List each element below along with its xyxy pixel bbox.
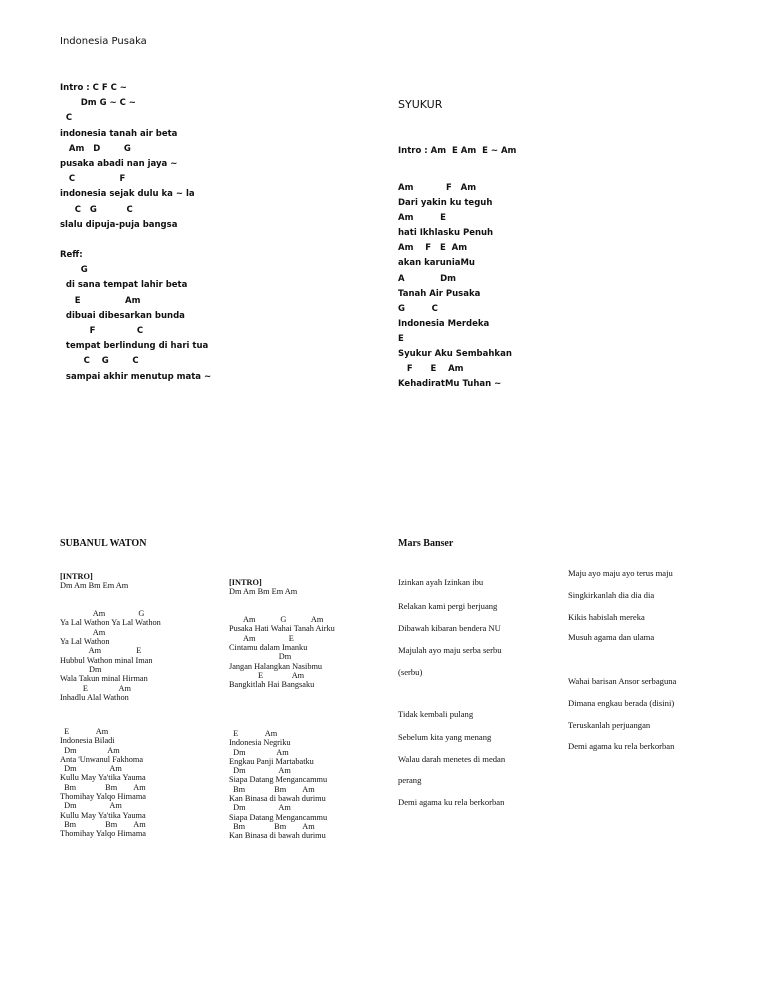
lyric-line: Siapa Datang Mengancammu: [229, 775, 328, 785]
lyric-line: Tidak kembali pulang: [398, 709, 474, 719]
lyric-line: Bm Bm Am: [60, 819, 146, 829]
lyric-line: E: [398, 333, 404, 344]
lyric-line: Bangkitlah Hai Bangsaku: [229, 680, 315, 690]
lyric-line: Dibawah kibaran bendera NU: [398, 623, 501, 633]
song1-title: Indonesia Pusaka: [60, 36, 147, 47]
lyric-line: Am E: [398, 213, 446, 224]
lyric-line: Kullu May Ya'tika Yauma: [60, 773, 146, 783]
song3-col1-top: [60, 572, 161, 702]
lyric-line: Dm Am Bm Em Am: [229, 587, 298, 597]
lyric-line: F E Am: [398, 364, 464, 375]
lyric-line: Dm Am: [60, 764, 122, 774]
lyric-line: Jangan Halangkan Nasibmu: [229, 661, 323, 671]
lyric-line: indonesia sejak dulu ka ~ la: [60, 189, 195, 200]
lyric-line: indonesia tanah air beta: [60, 128, 178, 139]
lyric-line: Bm Bm Am: [229, 821, 315, 831]
lyric-line: E Am: [60, 727, 109, 736]
lyric-line: A Dm: [398, 273, 457, 284]
lyric-line: [229, 606, 335, 615]
song4-title: Mars Banser: [398, 538, 454, 549]
lyric-line: Dm Am: [229, 803, 291, 813]
lyric-line: Am D G: [60, 143, 131, 154]
lyric-line: Reff:: [60, 250, 83, 261]
lyric-line: Dm Am Bm Em Am: [60, 581, 129, 591]
song2-title: SYUKUR: [398, 98, 443, 111]
lyric-line: slalu dipuja-puja bangsa: [60, 219, 178, 230]
lyric-line: Kullu May Ya'tika Yauma: [60, 810, 146, 820]
lyric-line: Teruskanlah perjuangan: [568, 720, 651, 730]
song3-col2-bottom: [229, 729, 327, 841]
lyric-line: Demi agama ku rela berkorban: [398, 797, 505, 807]
lyric-line: Am E: [229, 633, 294, 643]
lyric-line: pusaka abadi nan jaya ~: [60, 158, 178, 169]
lyric-line: F C: [60, 326, 144, 336]
lyric-line: Izinkan ayah Izinkan ibu: [398, 577, 484, 587]
lyric-line: Dm G ~ C ~: [60, 98, 136, 109]
lyric-line: Dm: [60, 664, 102, 674]
lyric-line: Am E: [60, 646, 142, 656]
lyric-line: Indonesia Biladi: [60, 736, 115, 746]
lyric-line: Syukur Aku Sembahkan: [398, 349, 512, 360]
song4-col1: [398, 0, 568, 1006]
lyric-line: Engkau Panji Martabatku: [229, 756, 314, 766]
lyric-line: Sebelum kita yang menang: [398, 732, 492, 742]
lyric-line: akan karuniaMu: [398, 258, 475, 269]
lyric-line: Bm Bm Am: [60, 782, 146, 792]
song4-col2: [568, 0, 758, 1006]
lyric-line: Bm Bm Am: [229, 784, 315, 794]
lyric-line: [60, 600, 161, 609]
lyric-line: Dari yakin ku teguh: [398, 198, 493, 209]
lyric-line: Cintamu dalam Imanku: [229, 643, 308, 653]
lyric-line: (serbu): [398, 667, 423, 677]
lyric-line: Relakan kami pergi berjuang: [398, 601, 498, 611]
lyric-line: G C: [398, 303, 438, 314]
lyric-line: Dm Am: [229, 766, 291, 776]
lyric-line: Dm: [229, 652, 292, 662]
lyric-line: Anta 'Unwanul Fakhoma: [60, 754, 144, 764]
lyric-line: [INTRO]: [60, 572, 93, 581]
lyric-line: Kan Binasa di bawah durimu: [229, 831, 326, 841]
lyric-line: Intro : C F C ~: [60, 83, 127, 93]
lyric-line: Walau darah menetes di medan: [398, 754, 506, 764]
lyric-line: di sana tempat lahir beta: [60, 280, 188, 291]
lyric-line: E Am: [229, 670, 305, 680]
lyric-line: E Am: [60, 683, 131, 693]
lyric-line: Demi agama ku rela berkorban: [568, 741, 675, 751]
lyric-line: Thomihay Yalqo Himama: [60, 829, 146, 839]
lyric-line: Dm Am: [229, 747, 289, 757]
lyric-line: Wala Takun minal Hirman: [60, 674, 148, 684]
lyric-line: Hubbul Wathon minal Iman: [60, 655, 153, 665]
lyric-line: Dm Am: [60, 801, 122, 811]
lyric-line: Dimana engkau berada (disini): [568, 698, 675, 708]
lyric-line: Am G: [60, 609, 145, 619]
lyric-line: Thomihay Yalqo Himama: [60, 792, 146, 802]
lyric-line: [229, 597, 335, 606]
song2-intro: Intro : Am E Am E ~ Am: [398, 146, 517, 156]
lyric-line: E Am: [60, 295, 141, 306]
lyric-line: C G C: [60, 204, 133, 215]
song1-lyrics: [60, 81, 211, 385]
lyric-line: Am F E Am: [398, 243, 468, 254]
lyric-line: Am: [60, 627, 106, 637]
lyric-line: Kikis habislah mereka: [568, 612, 645, 622]
lyric-line: C F: [60, 174, 126, 185]
lyric-line: Siapa Datang Mengancammu: [229, 812, 328, 822]
lyric-line: Am F Am: [398, 183, 477, 193]
lyric-line: Am G Am: [229, 615, 324, 625]
lyric-line: Musuh agama dan ulama: [568, 632, 655, 642]
song3-col1-bottom: [60, 727, 146, 839]
lyric-line: sampai akhir menutup mata ~: [60, 371, 212, 382]
lyric-line: Inhadlu Alal Wathon: [60, 692, 129, 702]
lyric-line: Wahai barisan Ansor serbaguna: [568, 676, 677, 686]
song3-title: SUBANUL WATON: [60, 538, 147, 549]
lyric-line: Majulah ayo maju serba serbu: [398, 645, 502, 655]
lyric-line: KehadiratMu Tuhan ~: [398, 379, 502, 390]
lyric-line: tempat berlindung di hari tua: [60, 341, 209, 352]
lyric-line: Ya Lal Wathon Ya Lal Wathon: [60, 618, 161, 628]
lyric-line: perang: [398, 775, 422, 785]
lyric-line: Dm Am: [60, 745, 120, 755]
song3-col2-top: [229, 578, 335, 690]
lyric-line: dibuai dibesarkan bunda: [60, 310, 185, 321]
lyric-line: Kan Binasa di bawah durimu: [229, 794, 326, 804]
lyric-line: Ya Lal Wathon: [60, 637, 110, 647]
lyric-line: Singkirkanlah dia dia dia: [568, 590, 655, 600]
lyric-line: G: [60, 265, 88, 276]
lyric-line: Indonesia Negriku: [229, 738, 291, 748]
lyric-line: Maju ayo maju ayo terus maju: [568, 568, 673, 578]
lyric-line: [60, 233, 211, 248]
lyric-line: [60, 591, 161, 600]
lyric-line: C G C: [60, 356, 139, 367]
lyric-line: Tanah Air Pusaka: [398, 288, 481, 299]
lyric-line: Indonesia Merdeka: [398, 318, 490, 329]
lyric-line: C: [60, 113, 73, 124]
lyric-line: Pusaka Hati Wahai Tanah Airku: [229, 624, 335, 634]
lyric-line: hati Ikhlasku Penuh: [398, 228, 494, 239]
lyric-line: [INTRO]: [229, 578, 262, 587]
lyric-line: E Am: [229, 729, 278, 738]
